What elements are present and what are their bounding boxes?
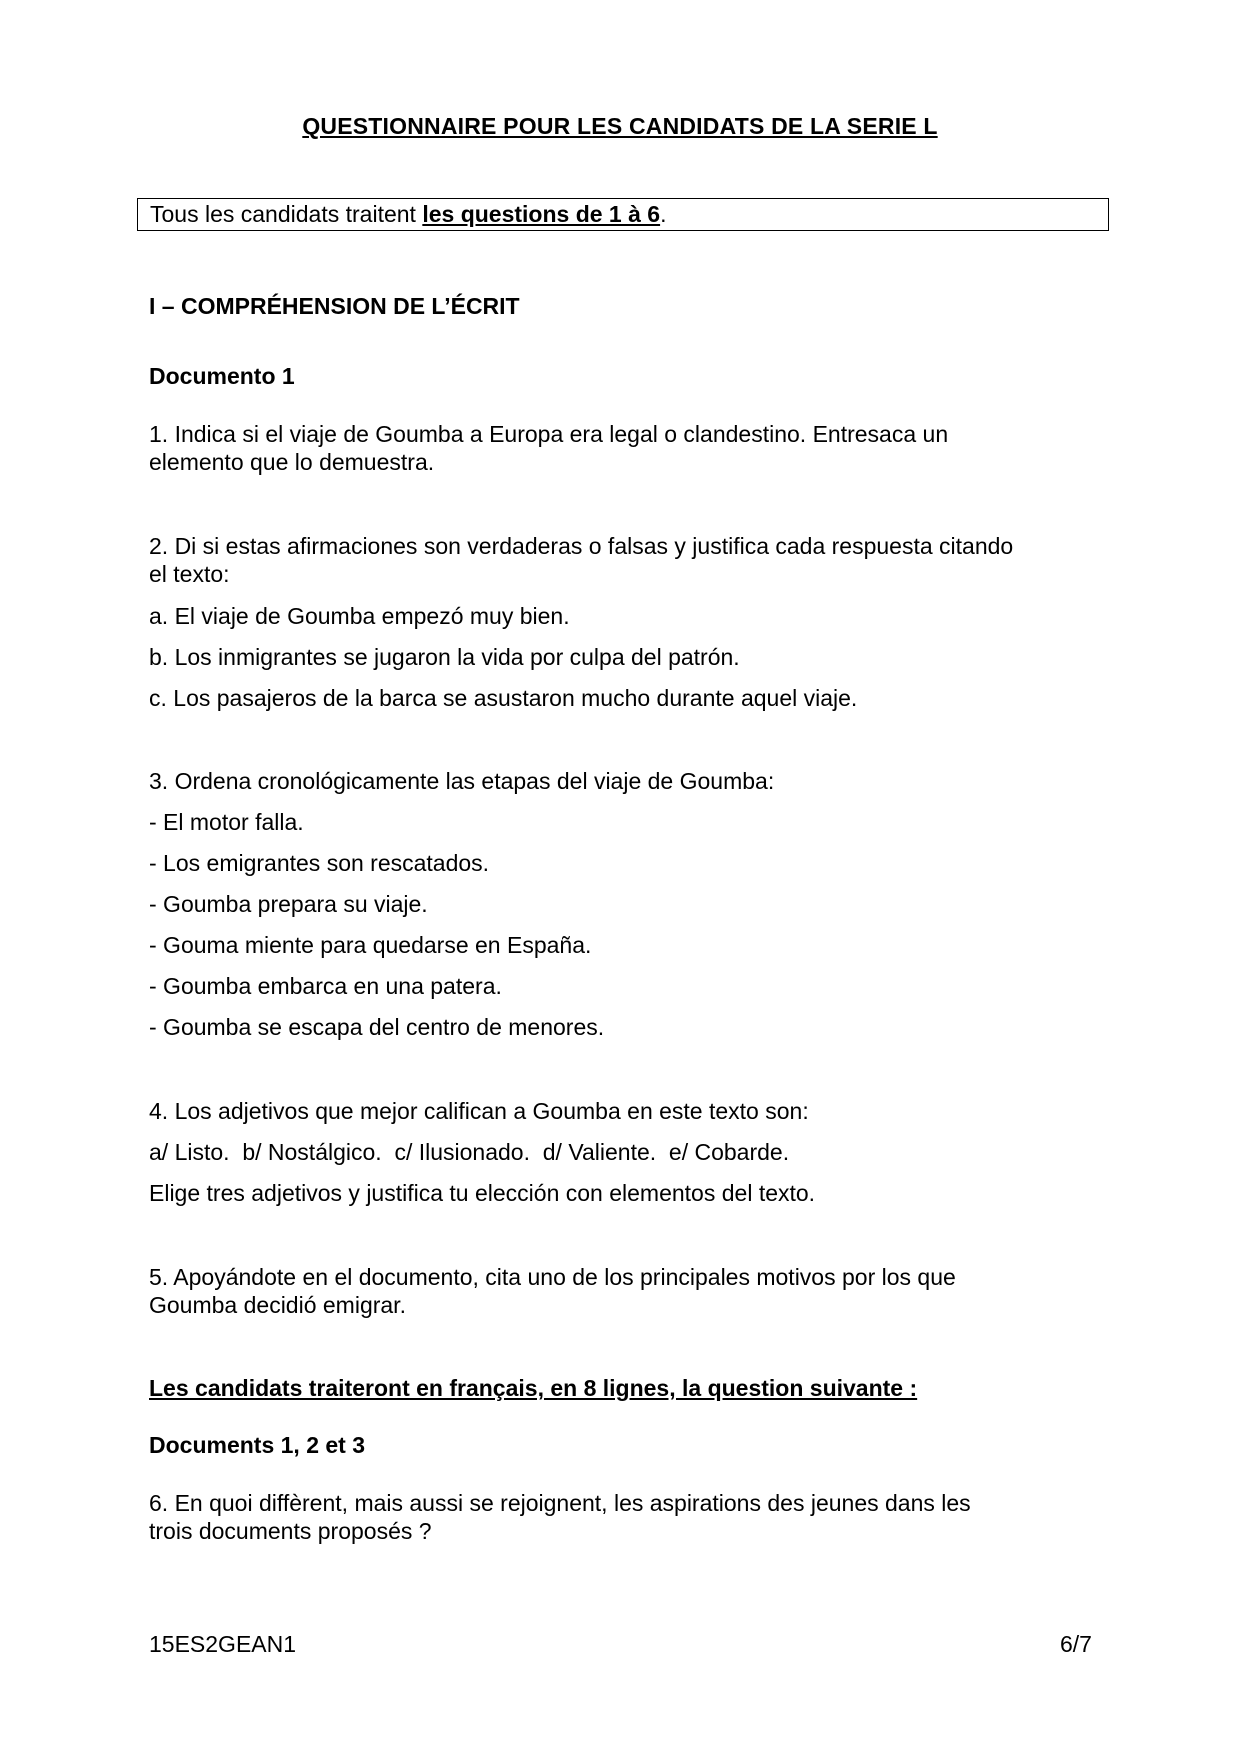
question-3-item-6: - Goumba se escapa del centro de menores. [149,1014,605,1040]
question-6-line-1: 6. En quoi diffèrent, mais aussi se rejoignent, les aspirations des jeunes dans les [149,1490,971,1516]
question-2-item-b: b. Los inmigrantes se jugaron la vida por culpa del patrón. [149,644,740,670]
question-3-item-4: - Gouma miente para quedarse en España. [149,932,592,958]
question-6-line-2: trois documents proposés ? [149,1518,432,1544]
instruction-box [137,198,1109,231]
question-2-item-c: c. Los pasajeros de la barca se asustaron mucho durante aquel viaje. [149,685,858,711]
french-instruction: Les candidats traiteront en français, en 8 lignes, la question suivante : [149,1375,918,1401]
document-label: Documento 1 [149,363,295,389]
section-heading: I – COMPRÉHENSION DE L’ÉCRIT [149,293,520,319]
question-4-line-3: Elige tres adjetivos y justifica tu elección con elementos del texto. [149,1180,816,1206]
footer-code: 15ES2GEAN1 [149,1631,297,1657]
documents-label: Documents 1, 2 et 3 [149,1432,366,1458]
instruction-prefix: Tous les candidats traitent [150,201,423,227]
question-3-item-1: - El motor falla. [149,809,304,835]
question-2-item-a: a. El viaje de Goumba empezó muy bien. [149,603,570,629]
question-2-line-2: el texto: [149,561,230,587]
question-3-item-3: - Goumba prepara su viaje. [149,891,428,917]
question-5-line-2: Goumba decidió emigrar. [149,1292,406,1318]
question-4-line-1: 4. Los adjetivos que mejor califican a Goumba en este texto son: [149,1098,809,1124]
question-3-item-5: - Goumba embarca en una patera. [149,973,502,999]
question-1-line-1: 1. Indica si el viaje de Goumba a Europa era legal o clandestino. Entresaca un [149,421,949,447]
question-5-line-1: 5. Apoyándote en el documento, cita uno de los principales motivos por los que [149,1264,956,1290]
question-4-options: a/ Listo. b/ Nostálgico. c/ Ilusionado. d/ Valiente. e/ Cobarde. [149,1139,790,1165]
footer-page-number: 6/7 [1060,1631,1092,1657]
question-2-line-1: 2. Di si estas afirmaciones son verdaderas o falsas y justifica cada respuesta citando [149,533,1014,559]
page-title: QUESTIONNAIRE POUR LES CANDIDATS DE LA SERIE L [302,113,938,139]
question-3-line-1: 3. Ordena cronológicamente las etapas del viaje de Goumba: [149,768,775,794]
question-1-line-2: elemento que lo demuestra. [149,449,435,475]
instruction-emphasis: les questions de 1 à 6 [422,201,661,227]
question-3-item-2: - Los emigrantes son rescatados. [149,850,490,876]
instruction-suffix: . [660,201,667,227]
